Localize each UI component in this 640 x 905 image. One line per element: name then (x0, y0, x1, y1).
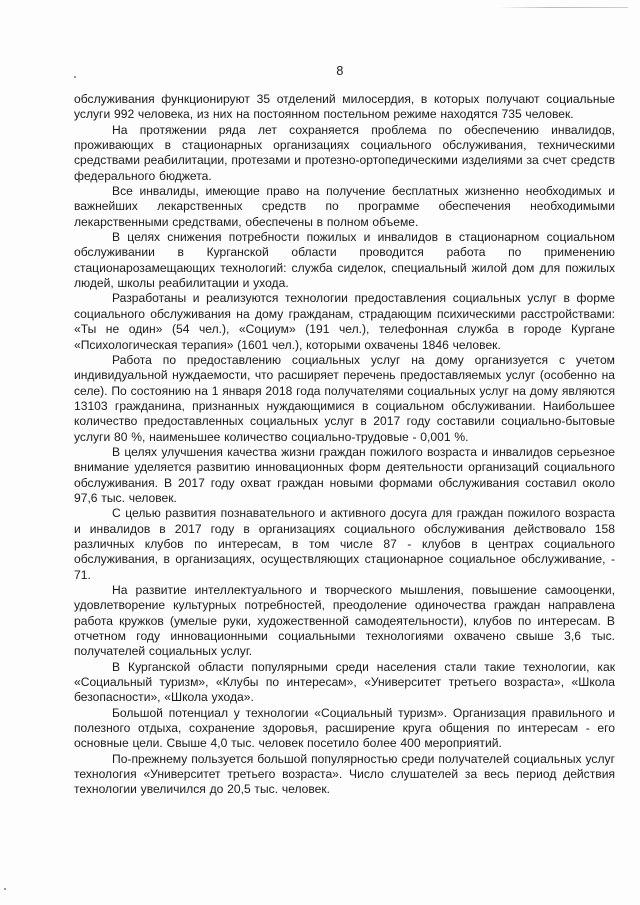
paragraph: В целях снижения потребности пожилых и инвалидов в стационарном социальном обслуживании в Курганской области проводится работа по применению стационарозамещающих технологий: служба сиделок, специальный жилой дом для пожилых людей, школы реабилитации и ухода. (74, 230, 615, 291)
page-number: 8 (336, 64, 344, 78)
scan-artifact-dot (4, 888, 6, 890)
paragraph: По-прежнему пользуется большой популярностью среди получателей социальных услуг технология «Университет третьего возраста». Число слушателей за весь период действия технологии увеличился до 20,5 тыс. человек. (74, 751, 615, 797)
paragraph: На протяжении ряда лет сохраняется проблема по обеспечению инвалидов, проживающих в стационарных организациях социального обслуживания, техническими средствами реабилитации, протезами и протезно-ортопедическими изделиями за счет средств федерального бюджета. (74, 122, 615, 183)
paragraph: Работа по предоставлению социальных услуг на дому организуется с учетом индивидуальной нуждаемости, что расширяет перечень предоставляемых услуг (особенно на селе). По состоянию на 1 января 2018 года получателями социальных услуг на дому являются 13103 гражданина, признанных нуждающимися в социальном обслуживании. Наибольшее количество предоставленных социальных услуг в 2017 году составили социально-бытовые услуги 80 %, наименьшее количество социально-трудовые - 0,001 %. (74, 352, 615, 444)
paragraph: обслуживания функционируют 35 отделений милосердия, в которых получают социальные услуги 992 человека, из них на постоянном постельном режиме находятся 735 человек. (74, 92, 615, 122)
paragraph: Большой потенциал у технологии «Социальный туризм». Организация правильного и полезного отдыха, сохранение здоровья, расширение круга общения по интересам - его основные цели. Свыше 4,0 тыс. человек посетило более 400 мероприятий. (74, 705, 615, 751)
paragraph: В целях улучшения качества жизни граждан пожилого возраста и инвалидов серьезное внимание уделяется развитию инновационных форм деятельности организаций социального обслуживания. В 2017 году охват граждан новыми формами обслуживания составил около 97,6 тыс. человек. (74, 444, 615, 505)
scan-artifact-line (498, 7, 628, 8)
paragraph: На развитие интеллектуального и творческого мышления, повышение самооценки, удовлетворение культурных потребностей, преодоление одиночества граждан направлена работа кружков (умелые руки, художественной самодеятельности), клубов по интересам. В отчетном году инновационными социальными технологиями охвачено свыше 3,6 тыс. получателей социальных услуг. (74, 583, 615, 659)
paragraph: С целью развития познавательного и активного досуга для граждан пожилого возраста и инвалидов в 2017 году в организациях социального обслуживания действовало 158 различных клубов по интересам, в том числе 87 - клубов в центрах социального обслуживания, в организациях, осуществляющих стационарное социальное обслуживание, - 71. (74, 506, 615, 582)
paragraph: В Курганской области популярными среди населения стали такие технологии, как «Социальный туризм», «Клубы по интересам», «Университет третьего возраста», «Школа безопасности», «Школа ухода». (74, 659, 615, 705)
paragraph: Разработаны и реализуются технологии предоставления социальных услуг в форме социального обслуживания на дому гражданам, страдающим психическими расстройствами: «Ты не один» (54 чел.), «Социум» (191 чел.), телефонная служба в городе Кургане «Психологическая терапия» (1601 чел.), которыми охвачены 1846 человек. (74, 291, 615, 352)
document-body (74, 92, 615, 798)
paragraph: Все инвалиды, имеющие право на получение бесплатных жизненно необходимых и важнейших лекарственных средств по программе обеспечения необходимыми лекарственными средствами, обеспечены в полном объеме. (74, 184, 615, 229)
